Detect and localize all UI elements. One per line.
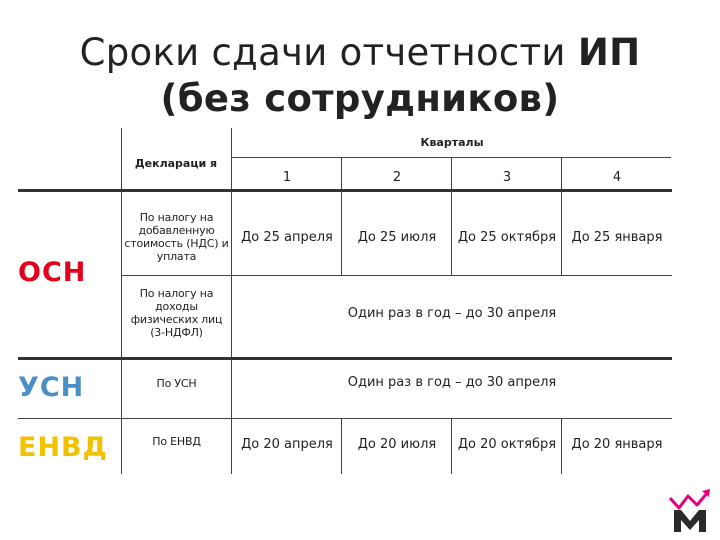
regime-usn: УСН: [18, 372, 85, 403]
quarter-4: 4: [612, 170, 622, 185]
deadline-cell: До 20 января: [571, 437, 663, 452]
table-divider: [121, 128, 122, 474]
trend-arrow-m-logo: [668, 488, 712, 534]
deadline-cell: До 20 апреля: [241, 437, 333, 452]
quarters-header: Кварталы: [420, 136, 484, 149]
title-line2: (без сотрудников): [160, 77, 560, 120]
deadline-cell: До 25 апреля: [241, 230, 333, 245]
deadline-cell-merged: Один раз в год – до 30 апреля: [347, 306, 557, 321]
regime-osn: ОСН: [18, 257, 87, 288]
quarter-1: 1: [282, 170, 292, 185]
regime-envd: ЕНВД: [18, 432, 108, 463]
deadline-cell: До 25 октября: [457, 230, 557, 245]
table-divider: [231, 157, 671, 158]
section-separator: [18, 189, 672, 192]
deadline-cell: До 25 июля: [357, 230, 437, 245]
deadline-cell: До 20 октября: [457, 437, 557, 452]
row-label-usn: По УСН: [156, 376, 197, 390]
deadline-cell-merged: Один раз в год – до 30 апреля: [347, 375, 557, 390]
title-line1-bold: ИП: [577, 31, 641, 74]
row-label-ndfl: По налогу на доходы физических лиц (3-НДФЛ): [130, 287, 223, 339]
title-line1-regular: Сроки сдачи отчетности: [79, 31, 578, 74]
declaration-header: Деклараци я: [134, 157, 218, 170]
table-divider: [18, 418, 672, 419]
quarter-2: 2: [392, 170, 402, 185]
row-label-nds: По налогу на добавленную стоимость (НДС) и уплата: [124, 211, 229, 263]
table-divider: [121, 275, 672, 276]
row-label-envd: По ЕНВД: [152, 434, 201, 448]
deadline-cell: До 20 июля: [357, 437, 437, 452]
deadline-cell: До 25 января: [571, 230, 663, 245]
section-separator: [18, 357, 672, 360]
quarter-3: 3: [502, 170, 512, 185]
